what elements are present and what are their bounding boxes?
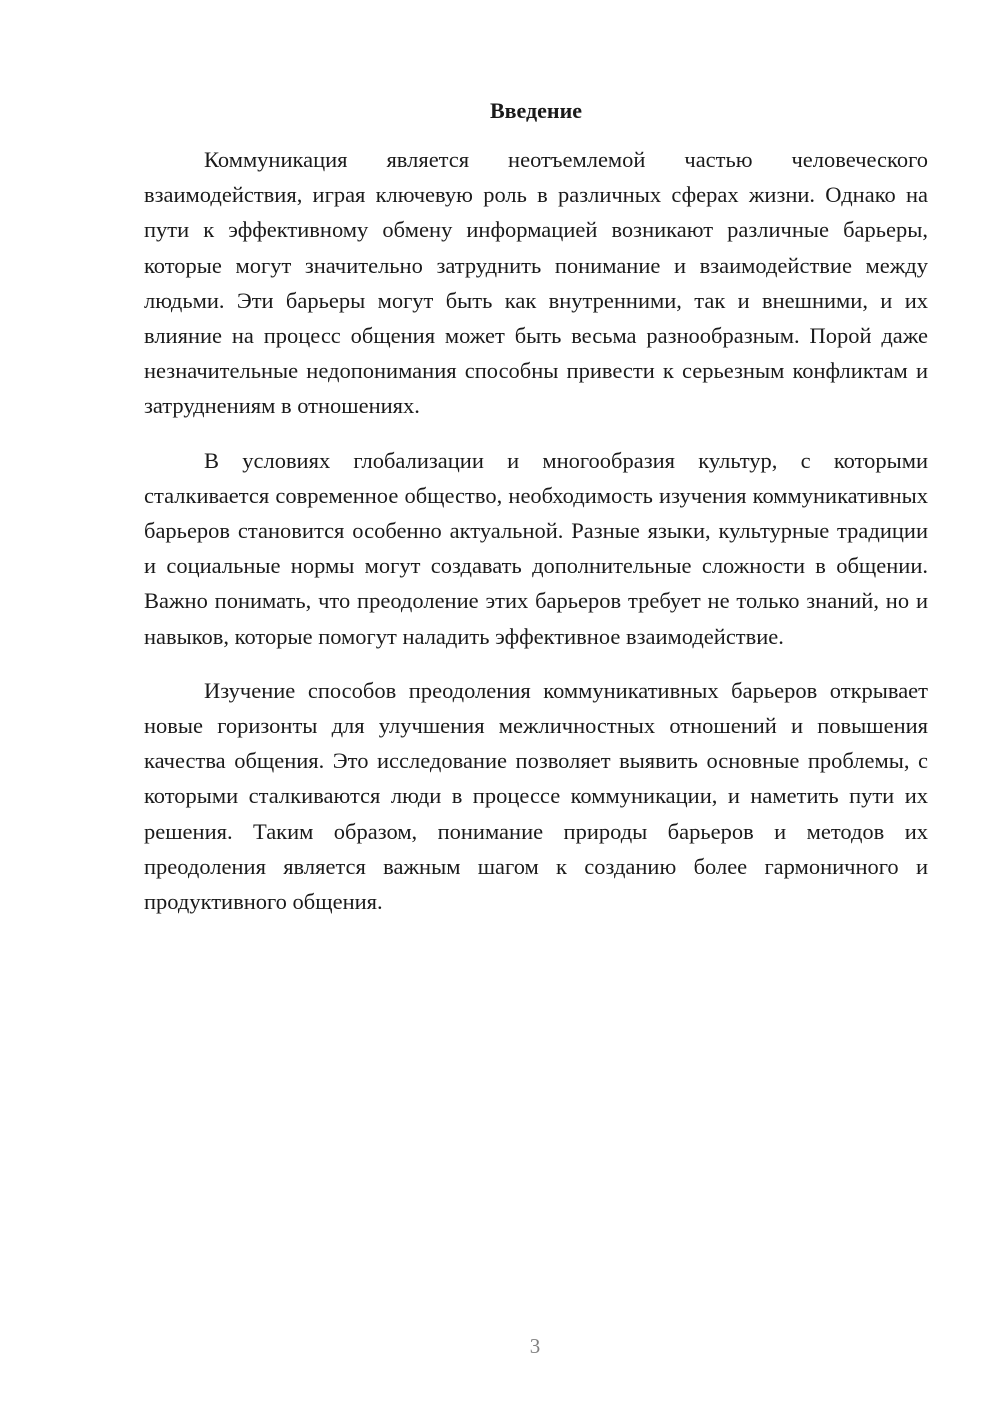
paragraph: Коммуникация является неотъемлемой частью человеческого взаимодействия, играя ключевую роль в различных сферах жизни. Однако на пути к эффективному обмену информацией возникают различные барьеры, которые могут значительно затруднить понимание и взаимодействие между людьми. Эти барьеры могут быть как внутренними, так и внешними, и их влияние на процесс общения может быть весьма разнообразным. Порой даже незначительные недопонимания способны привести к серьезным конфликтам и затруднениям в отношениях. [144, 147, 928, 419]
page-content [144, 94, 928, 938]
page-number: 3 [529, 1334, 541, 1358]
section-title: Введение [489, 98, 583, 123]
paragraph: Изучение способов преодоления коммуникативных барьеров открывает новые горизонты для улучшения межличностных отношений и повышения качества общения. Это исследование позволяет выявить основные проблемы, с которыми сталкиваются люди в процессе коммуникации, и наметить пути их решения. Таким образом, понимание природы барьеров и методов их преодоления является важным шагом к созданию более гармоничного и продуктивного общения. [144, 677, 928, 915]
paragraph: В условиях глобализации и многообразия культур, с которыми сталкивается современное общество, необходимость изучения коммуникативных барьеров становится особенно актуальной. Разные языки, культурные традиции и социальные нормы могут создавать дополнительные сложности в общении. Важно понимать, что преодоление этих барьеров требует не только знаний, но и навыков, которые помогут наладить эффективное взаимодействие. [144, 447, 928, 649]
